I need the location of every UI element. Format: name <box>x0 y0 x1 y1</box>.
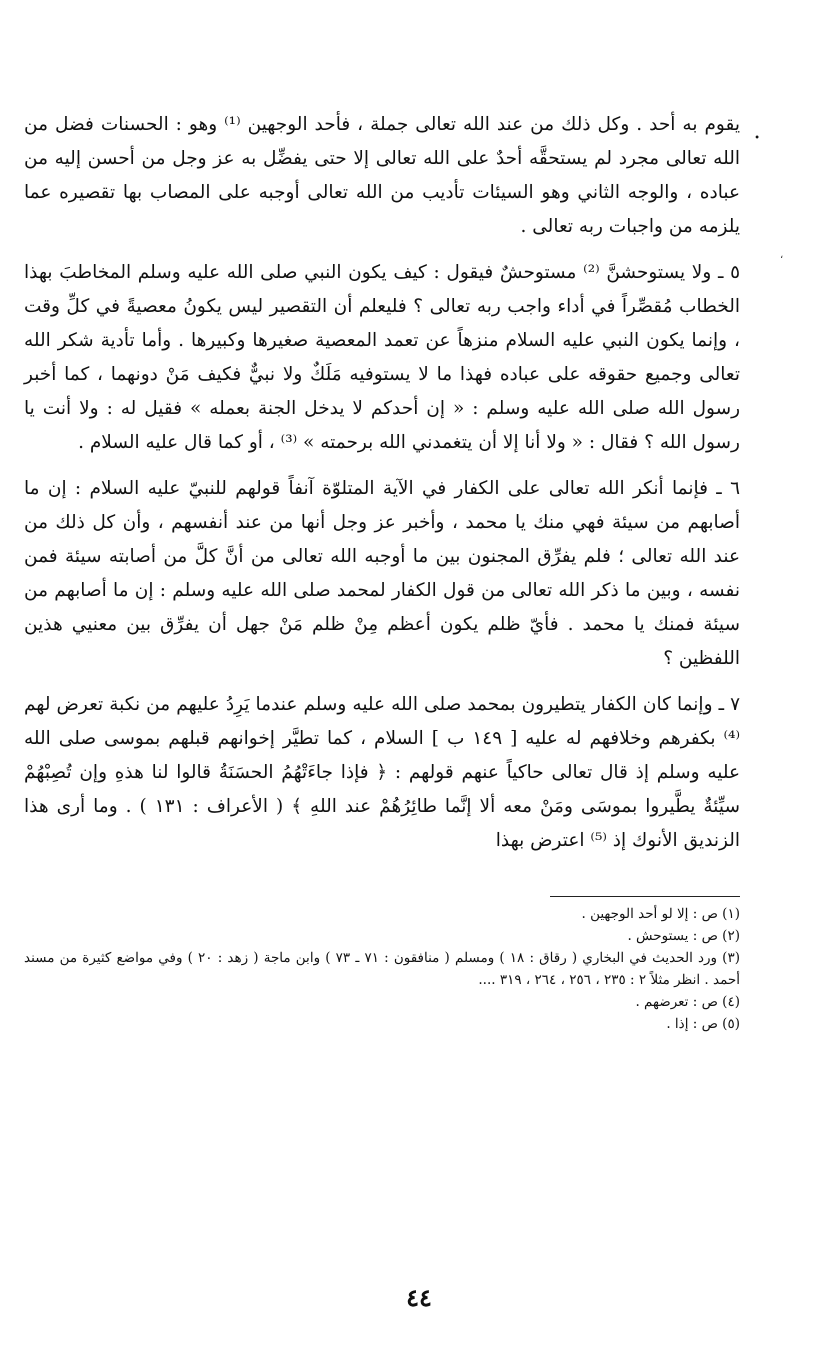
footnote-2: (٢) ص : يستوحش . <box>627 928 740 944</box>
footnote-1: (١) ص : إلا لو أحد الوجهين . <box>581 906 740 922</box>
bullet-mark: • <box>754 133 760 144</box>
paragraph-1 <box>24 108 760 244</box>
margin-mark: ، <box>780 250 784 261</box>
main-text <box>24 108 760 858</box>
page-number: ٤٤ <box>406 1283 432 1312</box>
paragraph-4: ٧ ـ وإنما كان الكفار يتطيرون بمحمد صلى الله عليه وسلم عندما يَرِدُ عليهم من نكبة تعرض لهم ⁽⁴⁾ بكفرهم وخلافهم له عليه [ ١٤٩ ب ] السلام ، كما تطيَّر إخوانهم قبلهم بموسى صلى الله عليه وسلم إذ قال تعالى حاكياً عنهم قولهم : ﴿ فإذا جاءَتْهُمُ الحسَنَةُ قالوا لنا هذهِ وإن تُصِبْهُمْ سيِّئةٌ يطَّيروا بموسَى ومَنْ معه ألا إنَّما طائِرُهُمْ عند اللهِ ﴾ ( الأعراف : ١٣١ ) . وما أرى هذا الزنديق الأنوك إذ ⁽⁵⁾ اعترض بهذا <box>24 694 740 851</box>
paragraph-2: ٥ ـ ولا يستوحشنَّ ⁽²⁾ مستوحشٌ فيقول : كيف يكون النبي صلى الله عليه وسلم المخاطبَ بهذا الخطاب مُقصِّراً في أداء واجب ربه تعالى ؟ فليعلم أن التقصير ليس يكونُ معصيةً في كلِّ وقت ، وإنما يكون النبي عليه السلام منزهاً عن تعمد المعصية صغيرها وكبيرها . وأما تأدية شكر الله تعالى وجميع حقوقه على عباده فهذا ما لا يستوفيه مَلَكٌ ولا نبيٌّ فكيف مَنْ دونهما ، كما أخبر رسول الله صلى الله عليه وسلم : « إن أحدكم لا يدخل الجنة بعمله » فقيل له : ولا أنت يا رسول الله ؟ فقال : « ولا أنا إلا أن يتغمدني الله برحمته » ⁽³⁾ ، أو كما قال عليه السلام . <box>24 262 740 453</box>
page-content <box>24 108 760 1035</box>
footnote-5: (٥) ص : إذا . <box>666 1016 740 1032</box>
paragraph-3: ٦ ـ فإنما أنكر الله تعالى على الكفار في الآية المتلوّة آنفاً قولهم للنبيّ عليه السلام : إن ما أصابهم من سيئة فهي منك يا محمد ، وأخبر عز وجل أنها من عند أنفسهم ، وأن كل ذلك من عند الله تعالى ؛ فلم يفرِّق المجنون بين ما أوجبه الله تعالى من أنَّ كلَّ من أصابته سيئة فمن نفسه ، وبين ما ذكر الله تعالى من قول الكفار لمحمد صلى الله عليه وسلم : إن ما أصابهم من سيئة فمنك يا محمد . فأيّ ظلم يكون أعظم مِنْ ظلم مَنْ جهل أن يفرِّق بين معنيي هذين اللفظين ؟ <box>24 478 741 669</box>
paragraph-1-text: يقوم به أحد . وكل ذلك من عند الله تعالى جملة ، فأحد الوجهين ⁽¹⁾ وهو : الحسنات فضل من الله تعالى مجرد لم يستحقَّه أحدٌ على الله تعالى إلا حتى يفضِّل به عز وجل من أحسن إليه من عباده ، والوجه الثاني وهو السيئات تأديب من الله تعالى أوجبه على المصاب بها تقصيره عما يلزمه من واجبات ربه تعالى . <box>24 114 740 237</box>
footnote-3: (٣) ورد الحديث في البخاري ( رقاق : ١٨ ) ومسلم ( منافقون : ٧١ ـ ٧٣ ) وابن ماجة ( زهد : ٢٠ ) وفي مواضع كثيرة من مسند أحمد . انظر مثلاً ٢ : ٢٣٥ ، ٢٥٦ ، ٢٦٤ ، ٣١٩ .... <box>24 950 740 988</box>
footnote-4: (٤) ص : تعرضهم . <box>635 994 740 1010</box>
footnotes <box>24 903 740 1035</box>
footnote-separator <box>550 896 740 897</box>
